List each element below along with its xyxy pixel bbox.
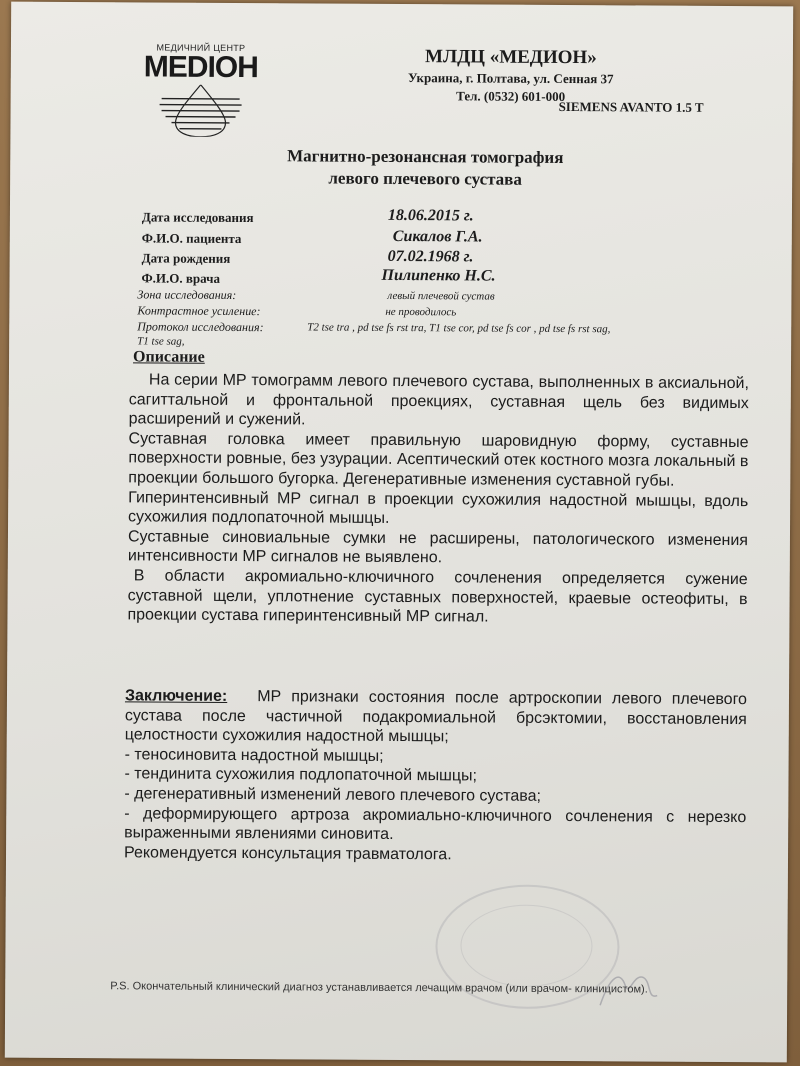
date-value: 18.06.2015 г.: [387, 206, 474, 225]
document-page: [5, 2, 793, 1063]
faded-stamp-inner: [460, 904, 592, 987]
protocol-label: Протокол исследования:: [137, 319, 264, 335]
conclusion-item: - дегенеративный изменений левого плечевого сустава;: [124, 785, 542, 805]
description-heading: Описание: [133, 348, 205, 366]
zone-value: левый плечевой сустав: [387, 289, 495, 303]
date-label: Дата исследования: [141, 209, 254, 226]
protocol-value-continued: T1 tse sag,: [137, 335, 185, 348]
conclusion-body: [124, 686, 747, 866]
contrast-label: Контрастное усиление:: [137, 303, 261, 319]
description-body: [127, 370, 749, 629]
title-line-2: левого плечевого сустава: [328, 168, 522, 189]
document-title: [200, 145, 650, 192]
conclusion-heading: Заключение:: [124, 687, 228, 705]
contrast-value: не проводилось: [385, 305, 457, 319]
conclusion-item: - деформирующего артроза акромиально-ключичного сочленения с нерезко выраженными явлениями синовита.: [124, 804, 747, 844]
title-line-1: Магнитно-резонансная томография: [287, 146, 564, 167]
recommendation: Рекомендуется консультация травматолога.: [123, 844, 452, 864]
patient-label: Ф.И.О. пациента: [141, 230, 242, 247]
scanner-model: SIEMENS AVANTO 1.5 T: [558, 98, 704, 115]
protocol-value: T2 tse tra , pd tse fs rst tra, T1 tse cor, pd tse fs cor , pd tse fs rst sag,: [307, 321, 611, 336]
patient-value: Сикалов Г.А.: [392, 227, 483, 246]
conclusion-intro: МР признаки состояния после артроскопии левого плечевого сустава после частичной подакромиальной брсэктомии, восстановления целостности сухожилия надостной мышцы;: [124, 688, 748, 746]
description-paragraph: На серии МР томограмм левого плечевого сустава, выполненных в аксиальной, сагиттальной и фронтальной проекциях, суставная щель без видимых расширений и сужений.: [128, 371, 749, 429]
clinic-header: [361, 46, 661, 106]
description-paragraph: Суставная головка имеет правильную шаровидную форму, суставные поверхности ровные, без узурации. Асептический отек костного мозга локальный в проекции большого бугорка. Дегенеративные изменения суставной губы.: [128, 430, 749, 490]
logo-drop-icon: [155, 85, 245, 138]
birth-label: Дата рождения: [141, 250, 231, 266]
description-paragraph: Суставные синовиальные сумки не расширены, патологического изменения интенсивности МР сигналов не выявлено.: [127, 528, 749, 567]
logo-top-text: МЕДИЧНИЙ ЦЕНТР: [156, 42, 246, 54]
birth-value: 07.02.1968 г.: [387, 247, 474, 266]
doctor-label: Ф.И.О. врача: [141, 270, 221, 286]
zone-label: Зона исследования:: [137, 287, 237, 303]
clinic-address: Украина, г. Полтава, ул. Сенная 37: [407, 70, 614, 87]
conclusion-item: - теносиновита надостной мышцы;: [124, 746, 384, 765]
description-paragraph: В области акромиально-ключичного сочленения определяется сужение суставной щели, уплотнение суставных поверхностей, краевые остеофиты, в проекции сустава гиперинтенсивный МР сигнал.: [127, 567, 748, 626]
footer-note: P.S. Окончательный клинический диагноз устанавливается лечащим врачом (или врачом- клиницистом).: [110, 980, 648, 996]
conclusion-item: - тендинита сухожилия подлопаточной мышцы;: [124, 765, 478, 785]
description-paragraph: Гиперинтенсивный МР сигнал в проекции сухожилия надостной мышцы, вдоль сухожилия подлопаточной мышцы.: [128, 488, 749, 528]
clinic-phone: Тел. (0532) 601-000: [456, 88, 566, 105]
clinic-logo: [140, 42, 261, 137]
doctor-value: Пилипенко Н.С.: [381, 266, 496, 285]
clinic-name: МЛДЦ «МЕДИОН»: [424, 46, 597, 69]
logo-word: MEDIOH: [143, 50, 258, 85]
